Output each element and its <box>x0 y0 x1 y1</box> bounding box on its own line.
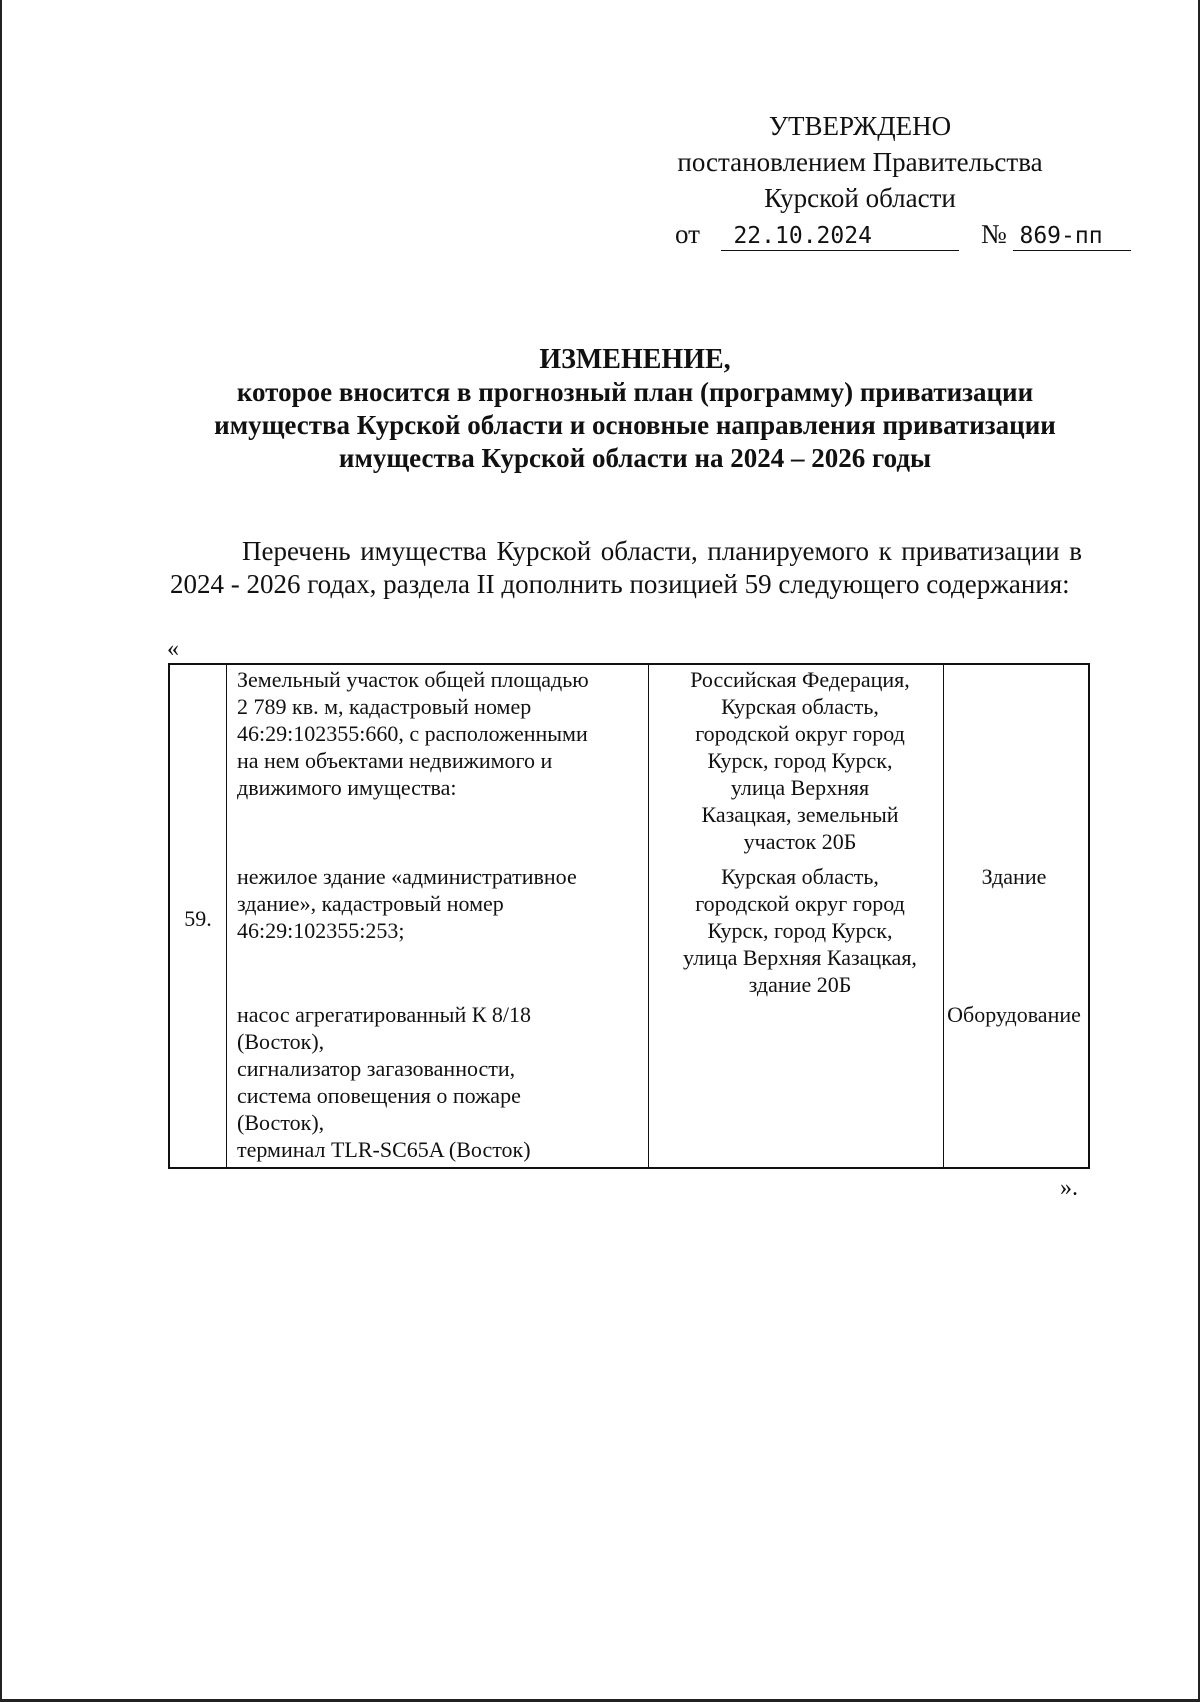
number-label: № <box>980 219 1007 249</box>
approval-date: 22.10.2024 <box>721 222 959 251</box>
row-number: 59. <box>184 906 212 931</box>
approval-number: 869-пп <box>1013 222 1131 251</box>
approval-date-row <box>640 216 1103 252</box>
column-divider <box>226 665 227 1167</box>
approval-block <box>640 108 1103 252</box>
document-heading <box>150 343 1120 475</box>
quote-open: « <box>167 636 179 662</box>
description-equipment: насос агрегатированный К 8/18 (Восток), сигнализатор загазованности, система оповещения о пожаре (Восток), терминал TLR-SC65A (Восток) <box>237 1002 532 1162</box>
approval-title: УТВЕРЖДЕНО <box>768 111 952 141</box>
type-building: Здание <box>981 864 1047 889</box>
address-building: Курская область, городской округ город Курск, город Курск, улица Верхняя Казацкая, здание 20Б <box>683 864 917 997</box>
approval-by-line1: постановлением Правительства <box>677 147 1043 177</box>
heading-line-2: имущества Курской области и основные направления приватизации <box>214 410 1056 440</box>
from-label: от <box>675 219 700 249</box>
description-land-plot: Земельный участок общей площадью 2 789 кв. м, кадастровый номер 46:29:102355:660, с расположенными на нем объектами недвижимого и движимого имущества: <box>237 667 589 800</box>
column-divider <box>648 665 649 1167</box>
heading-line-3: имущества Курской области на 2024 – 2026 годы <box>338 443 932 473</box>
type-equipment: Оборудование <box>947 1002 1081 1027</box>
quote-close: ». <box>1060 1175 1078 1201</box>
scan-border-left <box>0 0 2 1702</box>
description-building: нежилое здание «административное здание», кадастровый номер 46:29:102355:253; <box>237 864 577 943</box>
approval-by-line2: Курской области <box>764 183 956 213</box>
property-table <box>168 663 1090 1169</box>
body-paragraph: Перечень имущества Курской области, планируемого к приватизации в 2024 - 2026 годах, раздела II дополнить позицией 59 следующего содержания: <box>170 536 1082 599</box>
heading-line-1: которое вносится в прогнозный план (программу) приватизации <box>236 377 1034 407</box>
address-land-plot: Российская Федерация, Курская область, городской округ город Курск, город Курск, улица Верхняя Казацкая, земельный участок 20Б <box>690 667 910 854</box>
heading-title: ИЗМЕНЕНИЕ, <box>539 344 731 375</box>
